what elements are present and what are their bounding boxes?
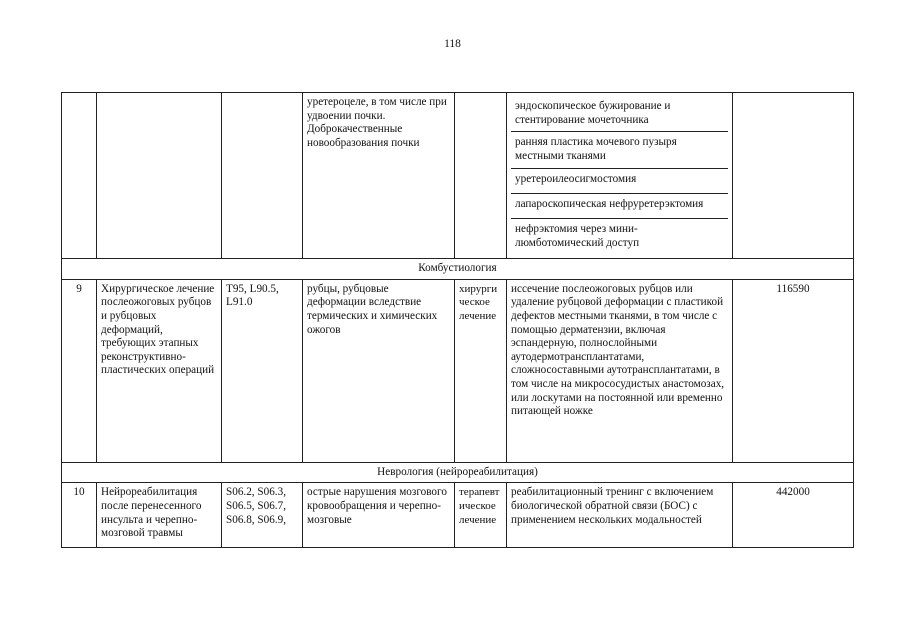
- method-item: уретероилеосигмостомия: [511, 169, 728, 194]
- table-row: [62, 483, 854, 548]
- section-row: [62, 259, 854, 280]
- section-title: Комбустиология: [62, 259, 854, 280]
- cell-cost: 442000: [733, 483, 854, 548]
- method-item: эндоскопическое бужирование и стентирование мочеточника: [511, 96, 728, 132]
- section-title: Неврология (нейрореабилитация): [62, 462, 854, 483]
- method-item: нефрэктомия через мини-люмботомический доступ: [515, 223, 640, 249]
- cell-name: Хирургическое лечение послеожоговых рубцов и рубцовых деформаций, требующих этапных реконструктивно-пластических операций: [97, 279, 222, 462]
- cell-cost: [733, 93, 854, 259]
- cell-codes: S06.2, S06.3, S06.5, S06.7, S06.8, S06.9,: [222, 483, 303, 548]
- cell-treatment: хирургическое лечение: [455, 279, 507, 462]
- section-row: [62, 462, 854, 483]
- cell-treatment: терапевтическое лечение: [455, 483, 507, 548]
- cell-diagnosis: уретероцеле, в том числе при удвоении почки. Доброкачественные новообразования почки: [303, 93, 455, 259]
- cell-num: [62, 93, 97, 259]
- cell-methods: [507, 93, 733, 259]
- cell-method: иссечение послеожоговых рубцов или удаление рубцовой деформации с пластикой дефектов местными тканями, в том числе с помощью дерматензии, включая эспандерную, полнослойными аутодермотрансплантатами, сложносоставными аутотрансплантатами, в том числе на микрососудистых анастомозах, или лоскутами на постоянной или временно питающей ножке: [507, 279, 733, 462]
- cell-diagnosis: рубцы, рубцовые деформации вследствие термических и химических ожогов: [303, 279, 455, 462]
- cell-num: 9: [62, 279, 97, 462]
- page-number: 118: [444, 38, 461, 50]
- cell-name: [97, 93, 222, 259]
- document-table: [61, 92, 854, 548]
- table-row: [62, 279, 854, 462]
- cell-method: реабилитационный тренинг с включением биологической обратной связи (БОС) с применением нескольких модальностей: [507, 483, 733, 548]
- cell-codes: [222, 93, 303, 259]
- method-item: ранняя пластика мочевого пузыря местными тканями: [511, 132, 728, 169]
- cell-diagnosis: острые нарушения мозгового кровообращения и черепно-мозговые: [303, 483, 455, 548]
- method-item: лапароскопическая нефруретерэктомия: [511, 194, 728, 219]
- cell-cost: 116590: [733, 279, 854, 462]
- cell-treatment: [455, 93, 507, 259]
- cell-codes: T95, L90.5, L91.0: [222, 279, 303, 462]
- table-row: [62, 93, 854, 259]
- cell-num: 10: [62, 483, 97, 548]
- methods-list: [511, 96, 728, 255]
- cell-name: Нейрореабилитация после перенесенного инсульта и черепно-мозговой травмы: [97, 483, 222, 548]
